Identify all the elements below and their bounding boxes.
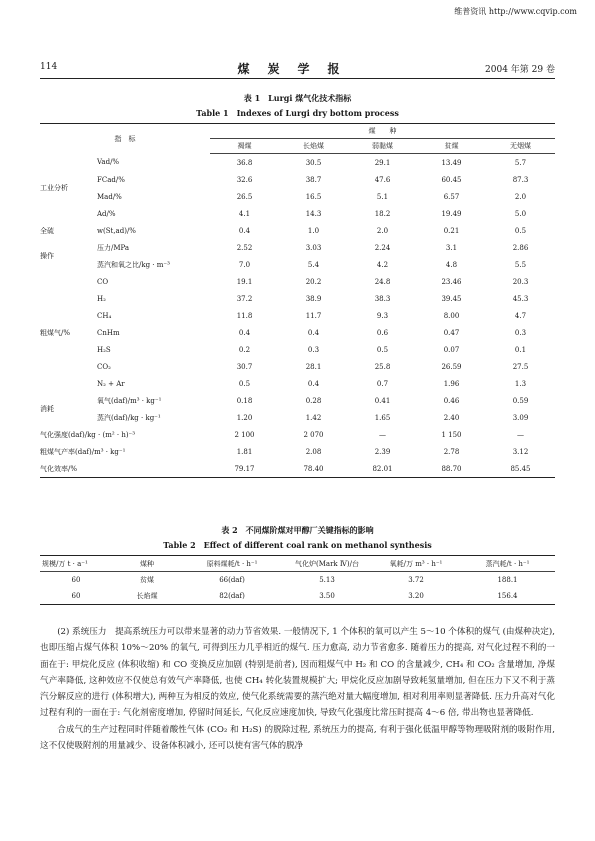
row-label: 压力/MPa	[97, 243, 130, 252]
table-cell: 3.12	[512, 447, 529, 456]
coal-col: 贫煤	[417, 139, 486, 154]
table-cell: 25.8	[374, 362, 391, 371]
row-label: 蒸汽(daf)/kg · kg⁻¹	[97, 413, 161, 422]
table-cell: 14.3	[305, 209, 322, 218]
table-cell: 1.0	[307, 226, 320, 235]
column-header: 原料煤耗/t · h⁻¹	[182, 556, 282, 572]
table-row	[40, 443, 555, 460]
table-cell: 1.20	[236, 413, 253, 422]
table-cell: 27.5	[512, 362, 529, 371]
column-header: 气化炉(Mark Ⅳ)/台	[282, 556, 372, 572]
column-header: 氧耗/万 m³ · h⁻¹	[372, 556, 460, 572]
table-cell: 0.3	[514, 328, 527, 337]
row-label: Mad/%	[97, 192, 122, 201]
coal-col: 长焰煤	[279, 139, 348, 154]
table-cell: 0.41	[374, 396, 391, 405]
table-cell: 2.78	[443, 447, 460, 456]
table-cell: 4.1	[238, 209, 251, 218]
row-label: H₂	[97, 294, 106, 303]
table-cell: 26.5	[236, 192, 253, 201]
table-cell: 2.24	[374, 243, 391, 252]
column-header: 蒸汽耗/t · h⁻¹	[460, 556, 555, 572]
table-cell: 3.09	[512, 413, 529, 422]
table-cell: 5.5	[514, 260, 527, 269]
row-label: Ad/%	[97, 209, 116, 218]
table-cell: 0.5	[514, 226, 527, 235]
table-cell: 2.86	[512, 243, 529, 252]
table-cell: 11.7	[305, 311, 322, 320]
table-cell: 2 070	[303, 430, 324, 439]
table-cell: 0.18	[236, 396, 253, 405]
table-cell: 5.0	[514, 209, 527, 218]
table-cell: 4.7	[514, 311, 527, 320]
table-cell: 贫煤	[140, 576, 154, 584]
row-group-label: 操作	[40, 252, 54, 260]
table-cell: 0.2	[238, 345, 251, 354]
index-header: 指 标	[40, 124, 210, 154]
table-cell: 0.4	[238, 226, 251, 235]
page-number: 114	[40, 62, 58, 72]
table-row	[40, 324, 555, 341]
row-label: CO	[97, 277, 109, 286]
table-row	[40, 205, 555, 222]
table-row	[40, 307, 555, 324]
table-cell: 5.1	[376, 192, 389, 201]
row-label: 蒸汽和氧之比/kg · m⁻³	[97, 260, 170, 269]
table-cell: 38.7	[305, 175, 322, 184]
table-cell: 38.3	[374, 294, 391, 303]
table-cell: 60	[40, 588, 112, 605]
row-group-label: 消耗	[40, 405, 54, 413]
table-cell: 156.4	[460, 588, 555, 605]
table-cell: 5.7	[514, 158, 527, 167]
table1-title-en: Table 1 Indexes of Lurgi dry bottom process	[196, 108, 399, 118]
table-row	[40, 341, 555, 358]
table-row	[40, 409, 555, 426]
table-cell: 2.40	[443, 413, 460, 422]
table-row	[40, 572, 555, 589]
column-header: 规模/万 t · a⁻¹	[40, 556, 112, 572]
table-cell: 1.3	[514, 379, 527, 388]
table-row	[40, 358, 555, 375]
table-cell: 2 100	[234, 430, 255, 439]
row-label: CO₂	[97, 362, 111, 371]
table-cell: 60.45	[441, 175, 462, 184]
table-cell: 0.4	[238, 328, 251, 337]
table-cell: 0.46	[443, 396, 460, 405]
table-cell: 9.3	[376, 311, 389, 320]
row-label: H₂S	[97, 345, 111, 354]
table-cell: 0.6	[376, 328, 389, 337]
row-label: 气化强度(daf)/kg · (m² · h)⁻³	[40, 430, 136, 439]
table-cell: 长焰煤	[112, 588, 182, 605]
table-row	[40, 460, 555, 478]
table-cell: 16.5	[305, 192, 322, 201]
row-label: CH₄	[97, 311, 112, 320]
table-cell: 88.70	[417, 460, 486, 478]
table-row	[40, 375, 555, 392]
row-label: FCad/%	[97, 175, 125, 184]
row-label: w(St,ad)/%	[97, 226, 136, 235]
table-cell: 85.45	[486, 460, 555, 478]
coal-col: 无烟煤	[486, 139, 555, 154]
table-row	[40, 239, 555, 256]
table-cell: 19.49	[441, 209, 462, 218]
column-header: 煤种	[112, 556, 182, 572]
table-cell: 3.50	[282, 588, 372, 605]
table-cell: 0.4	[307, 379, 320, 388]
watermark: 维普资讯 http://www.cqvip.com	[454, 7, 577, 16]
table-cell: 3.72	[408, 576, 424, 584]
row-label: 气化效率/%	[40, 460, 210, 478]
table-cell: 45.3	[512, 294, 529, 303]
table-row	[40, 188, 555, 205]
table-cell: 79.17	[210, 460, 279, 478]
table-cell: 66(daf)	[219, 576, 245, 584]
table-cell: 188.1	[497, 576, 518, 584]
table2-title-en: Table 2 Effect of different coal rank on methanol synthesis	[163, 540, 432, 550]
table-cell: 37.2	[236, 294, 253, 303]
table-cell: 20.3	[512, 277, 529, 286]
table-row	[40, 256, 555, 273]
table-cell: 1 150	[441, 430, 462, 439]
table-row	[40, 392, 555, 409]
table-cell: 0.5	[376, 345, 389, 354]
table-cell: 0.1	[514, 345, 527, 354]
table-cell: 39.45	[441, 294, 462, 303]
table-cell: 3.1	[445, 243, 458, 252]
table-cell: 82(daf)	[182, 588, 282, 605]
row-group-label: 工业分析	[40, 183, 68, 192]
table-cell: 0.5	[238, 379, 251, 388]
table-row	[40, 426, 555, 443]
table1-body	[40, 154, 555, 478]
table-cell: 0.07	[443, 345, 460, 354]
running-head	[40, 62, 555, 76]
header-rule	[40, 78, 555, 79]
table-cell: 29.1	[374, 158, 391, 167]
table-cell: 1.96	[443, 379, 460, 388]
table-cell: 7.0	[238, 260, 251, 269]
table-cell: 26.59	[441, 362, 462, 371]
table-cell: 2.39	[374, 447, 391, 456]
table-cell: 1.81	[236, 447, 253, 456]
table2-title-cn: 表 2 不同煤阶煤对甲醇厂关键指标的影响	[221, 525, 374, 535]
table-cell: 28.1	[305, 362, 322, 371]
paragraph: 合成气的生产过程同时伴随着酸性气体 (CO₂ 和 H₂S) 的脱除过程, 系统压力的提高, 有利于强化低温甲醇等物理吸附剂的吸附作用, 这不仅使吸附剂的用量减少、设备体积减小, 还可以使有害气体的脱净	[40, 724, 555, 752]
table-cell: 0.4	[307, 328, 320, 337]
journal-title: 煤炭学报	[237, 62, 358, 76]
table-row	[40, 273, 555, 290]
coal-header: 煤 种	[210, 124, 555, 139]
table-row	[40, 222, 555, 239]
table-cell: 60	[71, 576, 81, 584]
table1-title-cn: 表 1 Lurgi 煤气化技术指标	[243, 93, 352, 103]
row-label: 氧气(daf)/m³ · kg⁻¹	[97, 396, 162, 405]
row-label: CnHm	[97, 328, 120, 337]
table-cell: 2.0	[514, 192, 527, 201]
table-cell: 8.00	[443, 311, 460, 320]
row-label: 粗煤气产率(daf)/m³ · kg⁻¹	[40, 447, 126, 456]
table-cell: 23.46	[441, 277, 462, 286]
table-cell: 1.42	[305, 413, 322, 422]
table-row	[40, 588, 555, 605]
coal-col: 弱黏煤	[348, 139, 417, 154]
coal-col: 褐煤	[210, 139, 279, 154]
table-cell: —	[517, 430, 524, 439]
table-cell: 19.1	[236, 277, 253, 286]
table-cell: 2.08	[305, 447, 322, 456]
row-label: Vad/%	[97, 158, 120, 167]
table1	[40, 123, 555, 478]
table-cell: 5.13	[319, 576, 335, 584]
table-cell: 4.8	[445, 260, 458, 269]
row-group-label: 全硫	[40, 226, 54, 235]
paragraph: (2) 系统压力 提高系统压力可以带来显著的动力节省效果. 一般情况下, 1 个体积的氧可以产生 5～10 个体积的煤气 (由煤种决定), 也即压缩占煤气体积 10%～20% 的氧气, 可得到压力几乎相近的煤气. 压力愈高, 动力节省愈多. 随着压力的提高, 对气化过程不利的一面在于: 甲烷化反应 (体积收缩) 和 CO 变换反应加剧 (特别是前者), 因而粗煤气中 H₂ 和 CO 的含量减少, CH₄ 和 CO₂ 含量增加, 净煤气产率降低, 这种效应不仅使总有效气产率降低, 也使 CH₄ 转化装置规模扩大; 甲烷化反应加剧导致耗氢量增加, 但在压力下又不利于蒸汽分解反应的进行 (体积增大), 两种互为相反的效应, 使气化系统需要的蒸汽绝对量大幅度增加, 相对利用率则显著降低. 压力升高对气化过程有利的一面在于: 气化剂密度增加, 停留时间延长, 气化反应速度加快, 导致气化强度比常压时提高 4～6 倍, 带出物也显著降低.	[40, 627, 555, 719]
table-cell: 0.7	[376, 379, 389, 388]
table-cell: 18.2	[374, 209, 391, 218]
table-cell: 30.5	[305, 158, 322, 167]
table-cell: 3.03	[305, 243, 322, 252]
table-cell: 0.21	[443, 226, 460, 235]
table2	[40, 555, 555, 605]
table-cell: 47.6	[374, 175, 391, 184]
table-cell: 78.40	[279, 460, 348, 478]
row-label: N₂ + Ar	[97, 379, 125, 388]
table-cell: 0.47	[443, 328, 460, 337]
table-cell: 32.6	[236, 175, 253, 184]
table-cell: 3.20	[372, 588, 460, 605]
table-cell: 5.4	[307, 260, 320, 269]
table-row	[40, 171, 555, 188]
table-cell: —	[379, 430, 386, 439]
table-header-row	[40, 556, 555, 572]
table-cell: 1.65	[374, 413, 391, 422]
table-row	[40, 290, 555, 307]
table-cell: 24.8	[374, 277, 391, 286]
table-cell: 87.3	[512, 175, 529, 184]
table-cell: 82.01	[348, 460, 417, 478]
table-cell: 2.52	[236, 243, 253, 252]
table-cell: 13.49	[441, 158, 462, 167]
table-cell: 30.7	[236, 362, 253, 371]
table-cell: 0.59	[512, 396, 529, 405]
table-cell: 20.2	[305, 277, 322, 286]
table-cell: 0.28	[305, 396, 322, 405]
table-cell: 11.8	[236, 311, 253, 320]
table-cell: 6.57	[443, 192, 460, 201]
table-cell: 4.2	[376, 260, 389, 269]
body-text	[40, 624, 555, 754]
table-cell: 0.3	[307, 345, 320, 354]
table-cell: 38.9	[305, 294, 322, 303]
table-cell: 2.0	[376, 226, 389, 235]
table-row	[40, 154, 555, 172]
table-cell: 36.8	[236, 158, 253, 167]
year-issue: 2004 年第 29 卷	[485, 65, 555, 75]
row-group-label: 粗煤气/%	[40, 328, 71, 337]
